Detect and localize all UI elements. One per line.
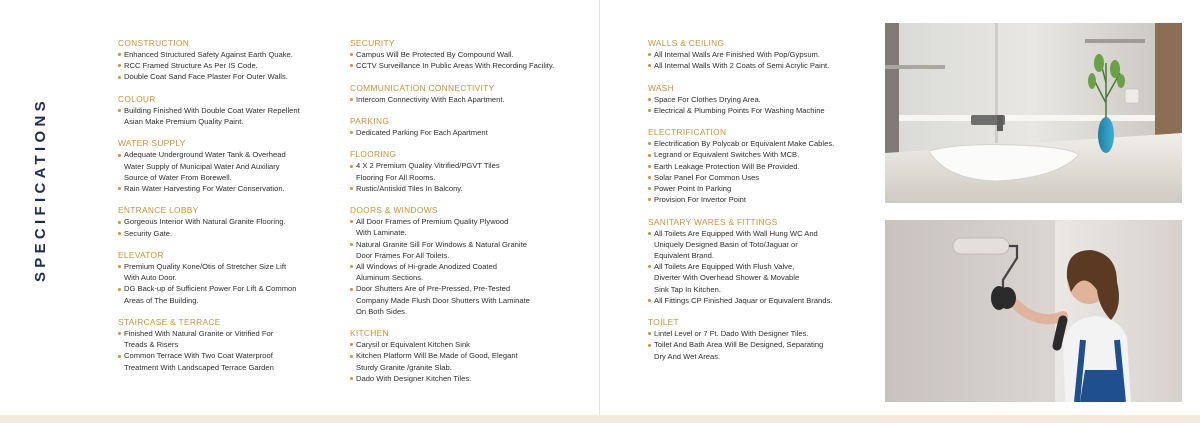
spec-item: Toilet And Bath Area Will Be Designed, Separating <box>648 339 878 350</box>
spec-item: 4 X 2 Premium Quality Vitrified/PGVT Tiles <box>350 160 590 171</box>
spec-item-continued: Equivalent Brand. <box>654 251 714 260</box>
spec-list <box>648 228 878 306</box>
spec-list <box>118 49 343 83</box>
spec-item-continued: Company Made Flush Door Shutters With Laminate <box>356 295 530 305</box>
spec-section <box>648 83 878 116</box>
spec-item: Adequate Underground Water Tank & Overhead <box>118 149 343 160</box>
spec-item: Electrical & Plumbing Points For Washing Machine <box>648 105 878 116</box>
spec-item: All Toilets Are Equipped With Wall Hung WC And <box>648 228 878 239</box>
spec-item: Gorgeous Interior With Natural Granite Flooring. <box>118 216 343 227</box>
spec-item: Space For Clothes Drying Area. <box>648 94 878 105</box>
spec-item: All Internal Walls Are Finished With Pop/Gypsum. <box>648 49 878 60</box>
spec-item: All Door Frames of Premium Quality Plywood <box>350 216 590 227</box>
spec-section <box>350 83 590 105</box>
spec-column-2 <box>350 38 590 384</box>
spec-item-continued: Areas of The Building. <box>124 295 199 305</box>
spec-item: Natural Granite Sill For Windows & Natural Granite <box>350 239 590 250</box>
spec-column-3 <box>648 38 878 362</box>
spec-section <box>118 317 343 373</box>
spec-item-continued: With Auto Door. <box>124 273 177 283</box>
spec-list <box>648 138 878 205</box>
spec-item: Double Coat Sand Face Plaster For Outer Walls. <box>118 71 343 82</box>
spec-item-continued: Diverter With Overhead Shower & Movable <box>654 273 800 283</box>
spec-list <box>648 49 878 71</box>
spec-item-continued: Dry And Wet Areas. <box>654 351 721 361</box>
spec-heading: SANITARY WARES & FITTINGS <box>648 216 778 227</box>
spec-list <box>350 160 590 194</box>
spec-item-continued: Door Frames For All Toilets. <box>356 250 450 260</box>
spec-heading: STAIRCASE & TERRACE <box>118 316 221 327</box>
spec-item: Intercom Connectivity With Each Apartment. <box>350 94 590 105</box>
spec-list <box>350 49 590 71</box>
spec-section <box>648 127 878 205</box>
spec-list <box>350 339 590 384</box>
spec-heading: CONSTRUCTION <box>118 38 190 48</box>
spec-heading: WALLS & CEILING <box>648 38 725 48</box>
spec-item: All Toilets Are Equipped With Flush Valve, <box>648 261 878 272</box>
spec-item: All Internal Walls With 2 Coats of Semi Acrylic Paint. <box>648 60 878 71</box>
spec-item: Solar Panel For Common Uses <box>648 172 878 183</box>
spec-item-continued: On Both Sides. <box>356 306 408 316</box>
spec-section <box>350 149 590 194</box>
spec-item: Campus Will Be Protected By Compound Wall. <box>350 49 590 60</box>
spec-item: RCC Framed Structure As Per IS Code. <box>118 60 343 71</box>
spec-item-continued: Aluminum Sections. <box>356 273 424 283</box>
spec-column-1 <box>118 38 343 373</box>
spec-section <box>118 205 343 238</box>
spec-item-continued: Sink Tap In Kitchen. <box>654 284 721 294</box>
spec-list <box>118 105 343 127</box>
spec-list <box>118 261 343 306</box>
spec-list <box>648 94 878 116</box>
spec-item-continued: Sturdy Granite /granite Slab. <box>356 362 452 372</box>
spec-item-continued: Asian Make Premium Quality Paint. <box>124 117 244 126</box>
spec-item: DG Back-up of Sufficient Power For Lift & Common <box>118 283 343 294</box>
spec-item: Door Shutters Are of Pre-Pressed, Pre-Tested <box>350 283 590 294</box>
spec-heading: TOILET <box>648 317 679 328</box>
spec-heading: WATER SUPPLY <box>118 138 186 149</box>
spec-list <box>350 94 590 105</box>
spec-heading: SECURITY <box>350 38 395 48</box>
spec-item: Power Point In Parking <box>648 183 878 194</box>
spec-list <box>118 149 343 194</box>
spec-item: Provision For Invertor Point <box>648 194 878 205</box>
spec-item: All Windows of Hi-grade Anodized Coated <box>350 261 590 272</box>
spec-heading: COMMUNICATION CONNECTIVITY <box>350 82 495 93</box>
spec-item: Rustic/Antiskid Tiles In Balcony. <box>350 183 590 194</box>
spec-item-continued: Water Supply of Municipal Water And Auxiliary <box>124 161 280 171</box>
spec-list <box>350 127 590 138</box>
spec-section <box>118 38 343 83</box>
spec-item: Enhanced Structured Safety Against Earth Quake. <box>118 49 343 60</box>
spec-item-continued: Source of Water From Borewell. <box>124 172 232 182</box>
spec-item: Building Finished With Double Coat Water Repellent <box>118 105 343 116</box>
spec-item-continued: With Laminate. <box>356 228 407 238</box>
specifications-title: SPECIFICATIONS <box>32 97 49 282</box>
spec-item: Earth Leakage Protection Will Be Provided. <box>648 161 878 172</box>
spec-item: Lintel Level or 7 Ft. Dado With Designer Tiles. <box>648 328 878 339</box>
spec-heading: ENTRANCE LOBBY <box>118 205 199 216</box>
spec-section <box>350 205 590 317</box>
spec-section <box>648 217 878 306</box>
spec-item: Legrand or Equivalent Switches With MCB. <box>648 149 878 160</box>
spec-list <box>350 216 590 317</box>
spec-item: Rain Water Harvesting For Water Conservation. <box>118 183 343 194</box>
painting-wall-image <box>885 220 1182 402</box>
spec-heading: ELEVATOR <box>118 249 164 260</box>
spec-section <box>118 94 343 127</box>
spec-item: Carysil or Equivalent Kitchen Sink <box>350 339 590 350</box>
spec-item: Dado With Designer Kitchen Tiles. <box>350 373 590 384</box>
bathroom-basin-image <box>885 23 1182 203</box>
spec-heading: DOORS & WINDOWS <box>350 205 438 216</box>
spec-item: Kitchen Platform Will Be Made of Good, Elegant <box>350 350 590 361</box>
spec-item-continued: Uniquely Designed Basin of Toto/Jaguar or <box>654 239 798 249</box>
spec-section <box>118 138 343 194</box>
spec-item-continued: Treatment With Landscaped Terrace Garden <box>124 362 274 372</box>
spec-list <box>118 216 343 238</box>
spec-heading: PARKING <box>350 115 390 126</box>
spec-list <box>648 328 878 362</box>
spec-item: Dedicated Parking For Each Apartment <box>350 127 590 138</box>
bottom-strip <box>0 415 1200 423</box>
spec-item: Finished With Natural Granite or Vitrified For <box>118 328 343 339</box>
spec-section <box>350 116 590 138</box>
spec-heading: KITCHEN <box>350 328 389 339</box>
spec-item: Security Gate. <box>118 228 343 239</box>
spec-section <box>648 38 878 71</box>
spec-heading: WASH <box>648 82 675 93</box>
spec-heading: COLOUR <box>118 93 156 104</box>
spec-section <box>350 38 590 71</box>
spec-item: Electrification By Polycab or Equivalent Make Cables. <box>648 138 878 149</box>
spec-list <box>118 328 343 373</box>
spec-section <box>648 317 878 362</box>
spec-item-continued: Flooring For All Rooms. <box>356 172 436 182</box>
spec-heading: FLOORING <box>350 149 397 160</box>
spec-item: CCTV Surveillance In Public Areas With Recording Facility. <box>350 60 590 71</box>
spec-item-continued: Treads & Risers <box>124 340 179 350</box>
spec-section <box>118 250 343 306</box>
spec-item: All Fittings CP Finished Jaquar or Equivalent Brands. <box>648 295 878 306</box>
spec-heading: ELECTRIFICATION <box>648 127 727 138</box>
spec-item: Common Terrace With Two Coat Waterproof <box>118 350 343 361</box>
spec-section <box>350 328 590 384</box>
spec-item: Premium Quality Kone/Otis of Stretcher Size Lift <box>118 261 343 272</box>
